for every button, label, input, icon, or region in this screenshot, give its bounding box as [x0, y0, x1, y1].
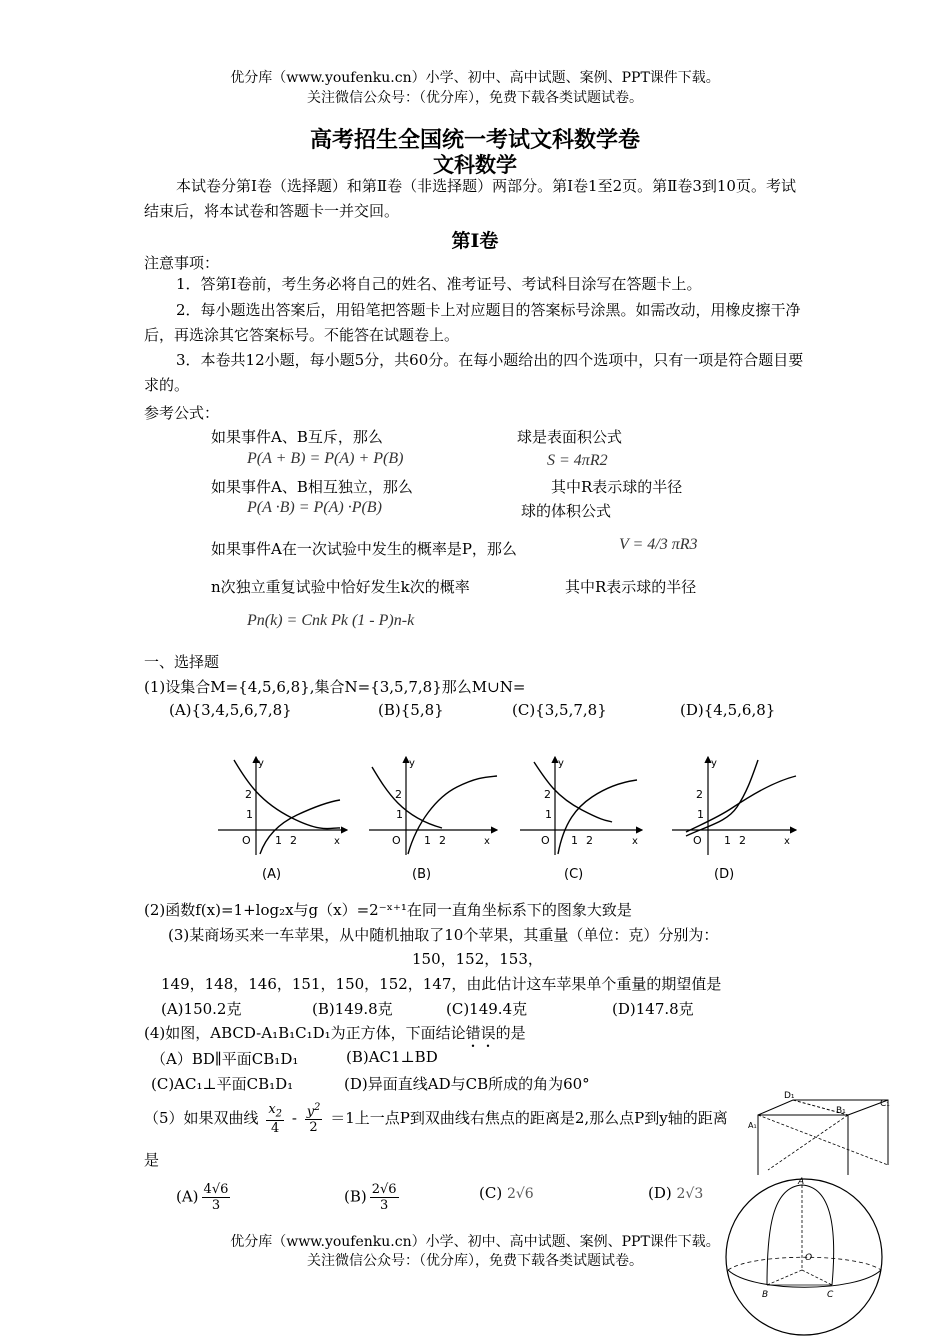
q5-option-c: (C) 2√6 — [479, 1184, 534, 1202]
q4-option-c: (C)AC₁⊥平面CB₁D₁ — [151, 1075, 294, 1093]
tick-y1-a: 1 — [246, 808, 253, 821]
graph-label-a: (A) — [262, 867, 282, 882]
q1-option-b: (B){5,8} — [378, 701, 444, 719]
formula-4-eq: Pn(k) = Cnk Pk (1 - P)n-k — [247, 612, 415, 629]
formula-2-text: 如果事件A、B相互独立，那么 — [211, 478, 413, 496]
tick-y1-d: 1 — [697, 808, 704, 821]
sphere-label-a: A — [798, 1177, 805, 1187]
axis-y-d: y — [711, 758, 717, 769]
tick-y2-c: 2 — [544, 788, 551, 801]
q4-option-b: (B)AC1⊥BD — [346, 1048, 438, 1066]
header-line-2: 关注微信公众号：（优分库），免费下载各类试题试卷。 — [307, 90, 643, 106]
origin-c: O — [541, 834, 550, 847]
q4-stem — [144, 1022, 526, 1051]
q5-option-a-label: (A) — [176, 1187, 199, 1206]
cube-label-a1: A₁ — [748, 1121, 757, 1130]
axis-y-b: y — [409, 758, 415, 769]
q1-option-d: (D){4,5,6,8} — [680, 701, 776, 719]
graph-c — [520, 757, 642, 855]
formula-2-eq: P(A ·B) = P(A) ·P(B) — [247, 499, 382, 516]
cube-label-d1: D₁ — [784, 1091, 795, 1101]
graph-b — [369, 757, 497, 855]
axis-x-a: x — [334, 836, 340, 847]
note-item-2: 2．每小题选出答案后，用铅笔把答题卡上对应题目的答案标号涂黑。如需改动，用橡皮擦干净后，再选涂其它答案标号。不能答在试题卷上。 — [144, 301, 801, 344]
part-1-title: 第Ⅰ卷 — [451, 230, 499, 252]
q2-graphs — [212, 752, 802, 887]
cube-figure — [748, 1090, 898, 1180]
tick-x2-d: 2 — [739, 834, 746, 847]
q3-data-1: 150，152，153， — [412, 950, 543, 968]
exam-title: 高考招生全国统一考试文科数学卷 — [309, 127, 640, 153]
tick-x1-b: 1 — [424, 834, 431, 847]
axis-x-b: x — [484, 836, 490, 847]
radius-note-1: 其中R表示球的半径 — [551, 478, 683, 496]
q5-fraction-y: $\frac{y^2}{2}$ — [306, 1102, 321, 1136]
q4-stem-pre: (4)如图，ABCD-A₁B₁C₁D₁为正方体，下面结论 — [144, 1024, 466, 1042]
q5-option-b: (B) $\frac{2√6}{3}$ — [344, 1182, 397, 1213]
tick-x2-c: 2 — [586, 834, 593, 847]
axis-x-d: x — [784, 836, 790, 847]
axis-y-a: y — [258, 758, 264, 769]
graph-label-c: (C) — [564, 867, 584, 882]
tick-x2-b: 2 — [439, 834, 446, 847]
q1-stem: (1)设集合M={4,5,6,8},集合N={3,5,7,8}那么M∪N= — [144, 678, 526, 696]
q5-option-a: (A) $\frac{4√6}{3}$ — [176, 1182, 229, 1213]
q3-data-2: 149，148，146，151，150，152，147，由此估计这车苹果单个重量的期望值是 — [161, 975, 722, 993]
sphere-area-text: 球是表面积公式 — [517, 428, 623, 446]
q5-stem-end: 是 — [144, 1151, 160, 1169]
graph-d — [672, 757, 796, 855]
q5-stem: （5）如果双曲线 $\frac{x_2}{4}$ - $\frac{y^2}{2}$ ＝1上一点P到双曲线右焦点的距离是2,那么点P到y轴的距离 — [144, 1102, 728, 1136]
cube-label-b1: B₁ — [836, 1106, 846, 1116]
q5-stem-pre: （5）如果双曲线 — [144, 1108, 259, 1127]
q3-stem: (3)某商场买来一车苹果，从中随机抽取了10个苹果，其重量（单位：克）分别为： — [168, 926, 719, 944]
origin-a: O — [242, 834, 251, 847]
formula-1-eq: P(A + B) = P(A) + P(B) — [247, 450, 404, 467]
graph-label-d: (D) — [714, 867, 735, 882]
cube-label-c1: C₁ — [880, 1099, 890, 1109]
q5-option-d-label: (D) — [648, 1184, 672, 1202]
sphere-label-c: C — [827, 1290, 834, 1300]
tick-y1-c: 1 — [545, 808, 552, 821]
notes-heading: 注意事项： — [144, 254, 220, 272]
axis-y-c: y — [558, 758, 564, 769]
origin-b: O — [392, 834, 401, 847]
section-1-title: 一、选择题 — [144, 653, 220, 671]
formula-1-text: 如果事件A、B互斥，那么 — [211, 428, 383, 446]
tick-x1-c: 1 — [571, 834, 578, 847]
tick-y2-d: 2 — [696, 788, 703, 801]
note-item-1: 1．答第Ⅰ卷前，考生务必将自己的姓名、准考证号、考试科目涂写在答题卡上。 — [176, 275, 702, 293]
footer-line-2: 关注微信公众号：（优分库），免费下载各类试题试卷。 — [307, 1253, 643, 1269]
tick-x1-a: 1 — [275, 834, 282, 847]
footer-line-1: 优分库（www.youfenku.cn）小学、初中、高中试题、案例、PPT课件下载。 — [230, 1234, 720, 1250]
q2-stem: (2)函数f(x)=1+log₂x与g（x）=2⁻ˣ⁺¹在同一直角坐标系下的图象大致是 — [144, 901, 632, 919]
q1-option-a: (A){3,4,5,6,7,8} — [169, 701, 292, 719]
sphere-area-eq: S = 4πR2 — [547, 452, 608, 469]
graph-label-b: (B) — [412, 867, 432, 882]
sphere-volume-eq: V = 4/3 πR3 — [619, 536, 698, 553]
header-line-1: 优分库（www.youfenku.cn）小学、初中、高中试题、案例、PPT课件下载。 — [230, 70, 720, 86]
intro-paragraph: 本试卷分第Ⅰ卷（选择题）和第Ⅱ卷（非选择题）两部分。第Ⅰ卷1至2页。第Ⅱ卷3到10页。考试结束后，将本试卷和答题卡一并交回。 — [144, 177, 796, 220]
formula-4-text: n次独立重复试验中恰好发生k次的概率 — [211, 578, 470, 596]
note-item-3: 3．本卷共12小题，每小题5分，共60分。在每小题给出的四个选项中，只有一项是符合题目要求的。 — [144, 351, 804, 394]
exam-subtitle: 文科数学 — [433, 152, 517, 177]
q5-option-b-label: (B) — [344, 1187, 367, 1206]
q5-option-d: (D) 2√3 — [648, 1184, 704, 1202]
sphere-volume-text: 球的体积公式 — [521, 502, 612, 520]
tick-x1-d: 1 — [724, 834, 731, 847]
sphere-label-b: B — [762, 1290, 769, 1300]
tick-y2-a: 2 — [245, 788, 252, 801]
q3-option-b: (B)149.8克 — [312, 1000, 393, 1018]
formulas-heading: 参考公式： — [144, 404, 220, 422]
q4-stem-post: 的是 — [495, 1024, 526, 1042]
q3-option-c: (C)149.4克 — [446, 1000, 528, 1018]
graph-a — [218, 757, 347, 855]
q5-stem-post: ＝1上一点P到双曲线右焦点的距离是2,那么点P到y轴的距离 — [330, 1108, 728, 1127]
tick-y2-b: 2 — [395, 788, 402, 801]
q5-option-c-label: (C) — [479, 1184, 503, 1202]
q4-stem-emph: 错误 — [465, 1024, 496, 1042]
axis-x-c: x — [632, 836, 638, 847]
origin-d: O — [693, 834, 702, 847]
sphere-label-o: O — [805, 1253, 813, 1263]
q5-fraction-x: $\frac{x_2}{4}$ — [268, 1102, 283, 1136]
q4-option-a: （A）BD∥平面CB₁D₁ — [151, 1050, 299, 1068]
radius-note-2: 其中R表示球的半径 — [565, 578, 697, 596]
q4-option-d: (D)异面直线AD与CB所成的角为60° — [344, 1075, 590, 1093]
tick-y1-b: 1 — [396, 808, 403, 821]
formula-3-text: 如果事件A在一次试验中发生的概率是P，那么 — [211, 540, 517, 558]
q1-option-c: (C){3,5,7,8} — [512, 701, 607, 719]
q3-option-d: (D)147.8克 — [612, 1000, 694, 1018]
q3-option-a: (A)150.2克 — [161, 1000, 242, 1018]
tick-x2-a: 2 — [290, 834, 297, 847]
